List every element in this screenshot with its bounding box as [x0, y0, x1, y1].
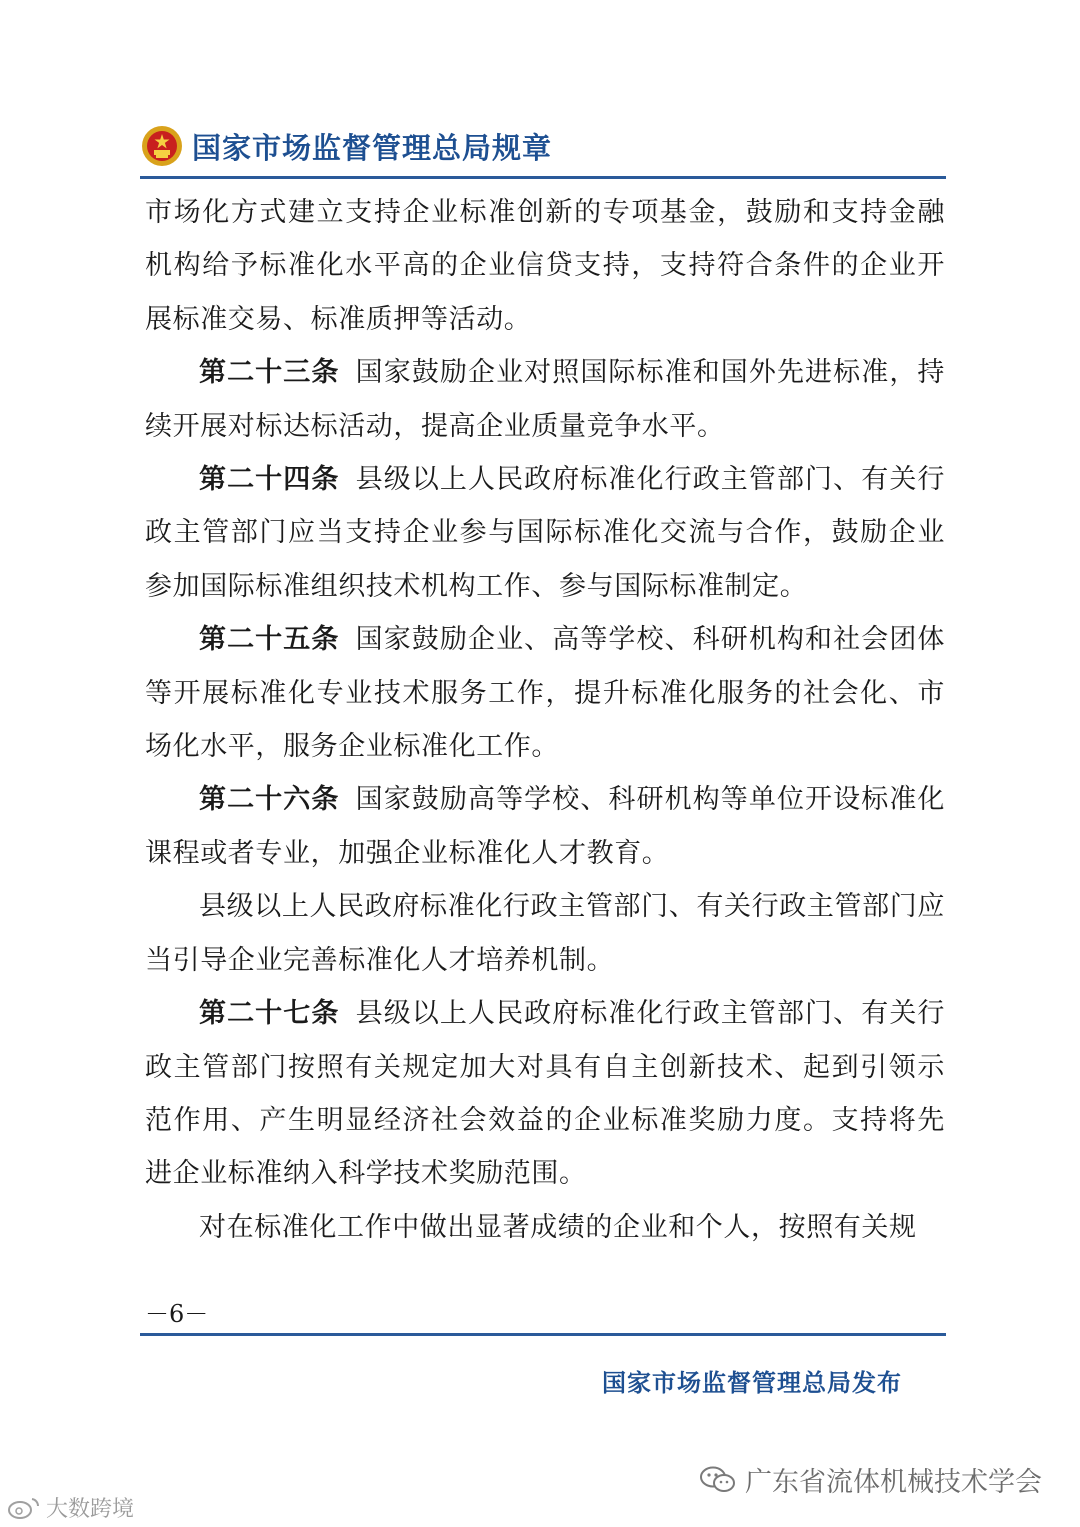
document-header	[140, 122, 552, 170]
watermark-left	[6, 1492, 134, 1523]
paragraph	[145, 453, 945, 613]
paragraph	[145, 880, 945, 987]
paragraph-text: 国家鼓励高等学校、科研机构等单位开设标准化课程或者专业，加强企业标准化人才教育。	[145, 784, 946, 869]
weibo-icon	[6, 1496, 42, 1520]
paragraph-text: 县级以上人民政府标准化行政主管部门、有关行政主管部门按照有关规定加大对具有自主创新技术、起到引领示范作用、产生明显经济社会效益的企业标准奖励力度。支持将先进企业标准纳入科学技术奖励范围。	[145, 998, 946, 1190]
paragraph	[145, 186, 945, 346]
wechat-icon	[699, 1465, 737, 1495]
paragraph-text: 国家鼓励企业、高等学校、科研机构和社会团体等开展标准化专业技术服务工作，提升标准化服务的社会化、市场化水平，服务企业标准化工作。	[145, 624, 946, 763]
watermark-left-text: 大数跨境	[46, 1497, 135, 1522]
national-emblem-icon	[140, 124, 184, 168]
paragraph	[145, 613, 945, 773]
document-body	[145, 186, 945, 1254]
article-number: 第二十七条	[199, 998, 340, 1030]
footer-publisher: 国家市场监督管理总局发布	[602, 1369, 902, 1397]
article-number: 第二十四条	[199, 464, 340, 496]
watermark-right-text: 广东省流体机械技术学会	[745, 1467, 1042, 1498]
footer-divider	[140, 1333, 946, 1336]
paragraph-text: 市场化方式建立支持企业标准创新的专项基金，鼓励和支持金融机构给予标准化水平高的企业信贷支持，支持符合条件的企业开展标准交易、标准质押等活动。	[145, 197, 945, 335]
watermark-right	[699, 1460, 1042, 1499]
header-divider	[140, 176, 946, 179]
article-number: 第二十五条	[199, 624, 340, 656]
header-title: 国家市场监督管理总局规章	[192, 130, 553, 165]
article-number: 第二十六条	[199, 784, 340, 816]
paragraph	[145, 987, 945, 1201]
paragraph-text: 国家鼓励企业对照国际标准和国外先进标准，持续开展对标达标活动，提高企业质量竞争水平。	[145, 357, 946, 442]
paragraph-text: 对在标准化工作中做出显著成绩的企业和个人，按照有关规	[199, 1211, 917, 1243]
paragraph	[145, 773, 945, 880]
paragraph-text: 县级以上人民政府标准化行政主管部门、有关行政主管部门应当支持企业参与国际标准化交流与合作，鼓励企业参加国际标准组织技术机构工作、参与国际标准制定。	[145, 464, 946, 602]
page-number: －6－	[145, 1300, 209, 1328]
article-number: 第二十三条	[199, 357, 340, 389]
paragraph	[145, 1201, 945, 1254]
paragraph-text: 县级以上人民政府标准化行政主管部门、有关行政主管部门应当引导企业完善标准化人才培养机制。	[145, 891, 945, 976]
paragraph	[145, 346, 945, 453]
